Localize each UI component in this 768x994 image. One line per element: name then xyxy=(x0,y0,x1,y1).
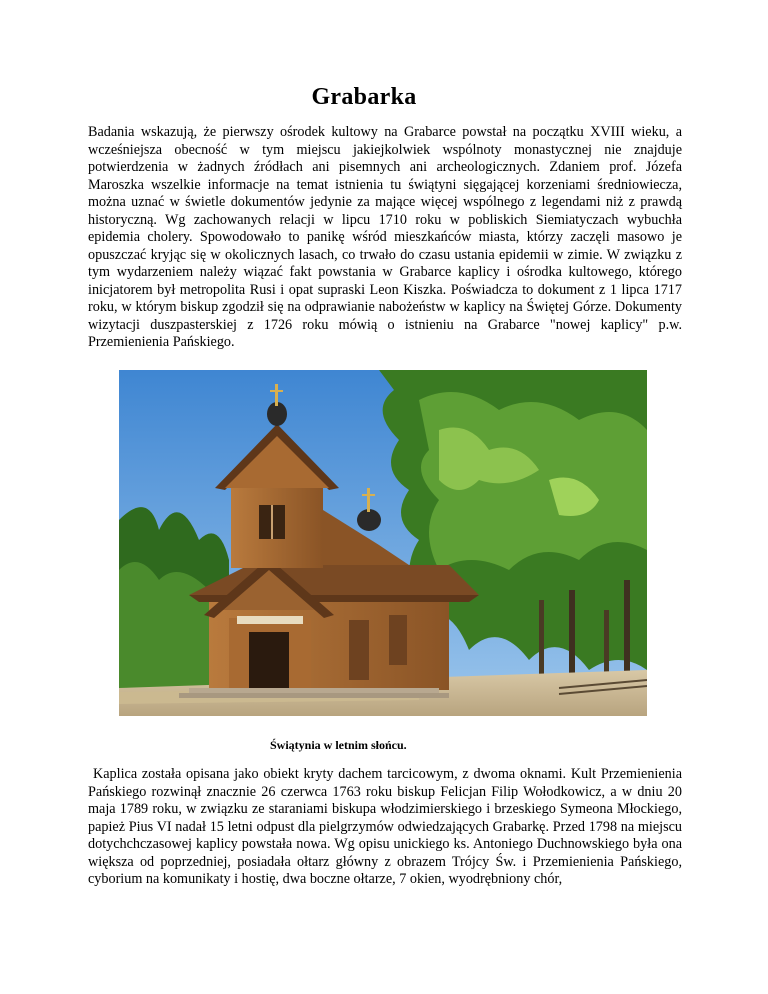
church-photo xyxy=(119,370,647,716)
document-title: Grabarka xyxy=(311,84,417,110)
photo-caption: Świątynia w letnim słońcu. xyxy=(270,738,407,752)
paragraph-history: Badania wskazują, że pierwszy ośrodek kultowy na Grabarce powstał na początku XVIII wieku, a wcześniejsza obecność w tym miejscu jakiejkolwiek wspólnoty monastycznej nie znajduje potwierdzenia w żadnych źródłach ani pisemnych ani archeologicznych. Zdaniem prof. Józefa Maroszka wszelkie informacje na temat istnienia tu świątyni sięgającej korzeniami średniowiecza, można uznać w świetle dokumentów jedynie za mające więcej wspólnego z legendami niż z prawdą historyczną. Wg zachowanych relacji w lipcu 1710 roku w pobliskich Siemiatyczach wybuchła epidemia cholery. Spowodowało to panikę wśród mieszkańców miasta, którzy zaczęli masowo je opuszczać kryjąc się w okolicznych lasach, co trwało do czasu ustania epidemii w zimie. W związku z tym wydarzeniem należy wiązać fakt powstania w Grabarce kaplicy i ośrodka kultowego, którego inicjatorem był metropolita Rusi i opat supraski Leon Kiszka. Poświadcza to dokument z 1 lipca 1717 roku, w którym biskup zgodził się na odprawianie nabożeństw w kaplicy na Świętej Górze. Dokumenty wizytacji duszpasterskiej z 1726 roku mówią o istnieniu na Grabarce "nowej kaplicy" p.w. Przemienienia Pańskiego. xyxy=(88,124,682,350)
paragraph-chapel: Kaplica została opisana jako obiekt kryty dachem tarcicowym, z dwoma oknami. Kult Przemienienia Pańskiego rozwinął znacznie 26 czerwca 1763 roku biskup Felicjan Filip Wołodkowicz, a w dniu 20 maja 1789 roku, w związku ze staraniami biskupa włodzimierskiego i brzeskiego Symeona Młockiego, papież Pius VI nadał 15 letni odpust dla pielgrzymów odwiedzających Grabarkę. Przed 1798 na miejscu dotychchczasowej kaplicy powstała nowa. Wg opisu unickiego ks. Antoniego Duchnowskiego była ona większa od poprzedniej, posiadała ołtarz główny z obrazem Trójcy Św. i Przemienienia Pańskiego, cyborium na komunikaty i hostię, dwa boczne ołtarze, 7 okien, wyodrębniony chór, xyxy=(88,766,682,887)
